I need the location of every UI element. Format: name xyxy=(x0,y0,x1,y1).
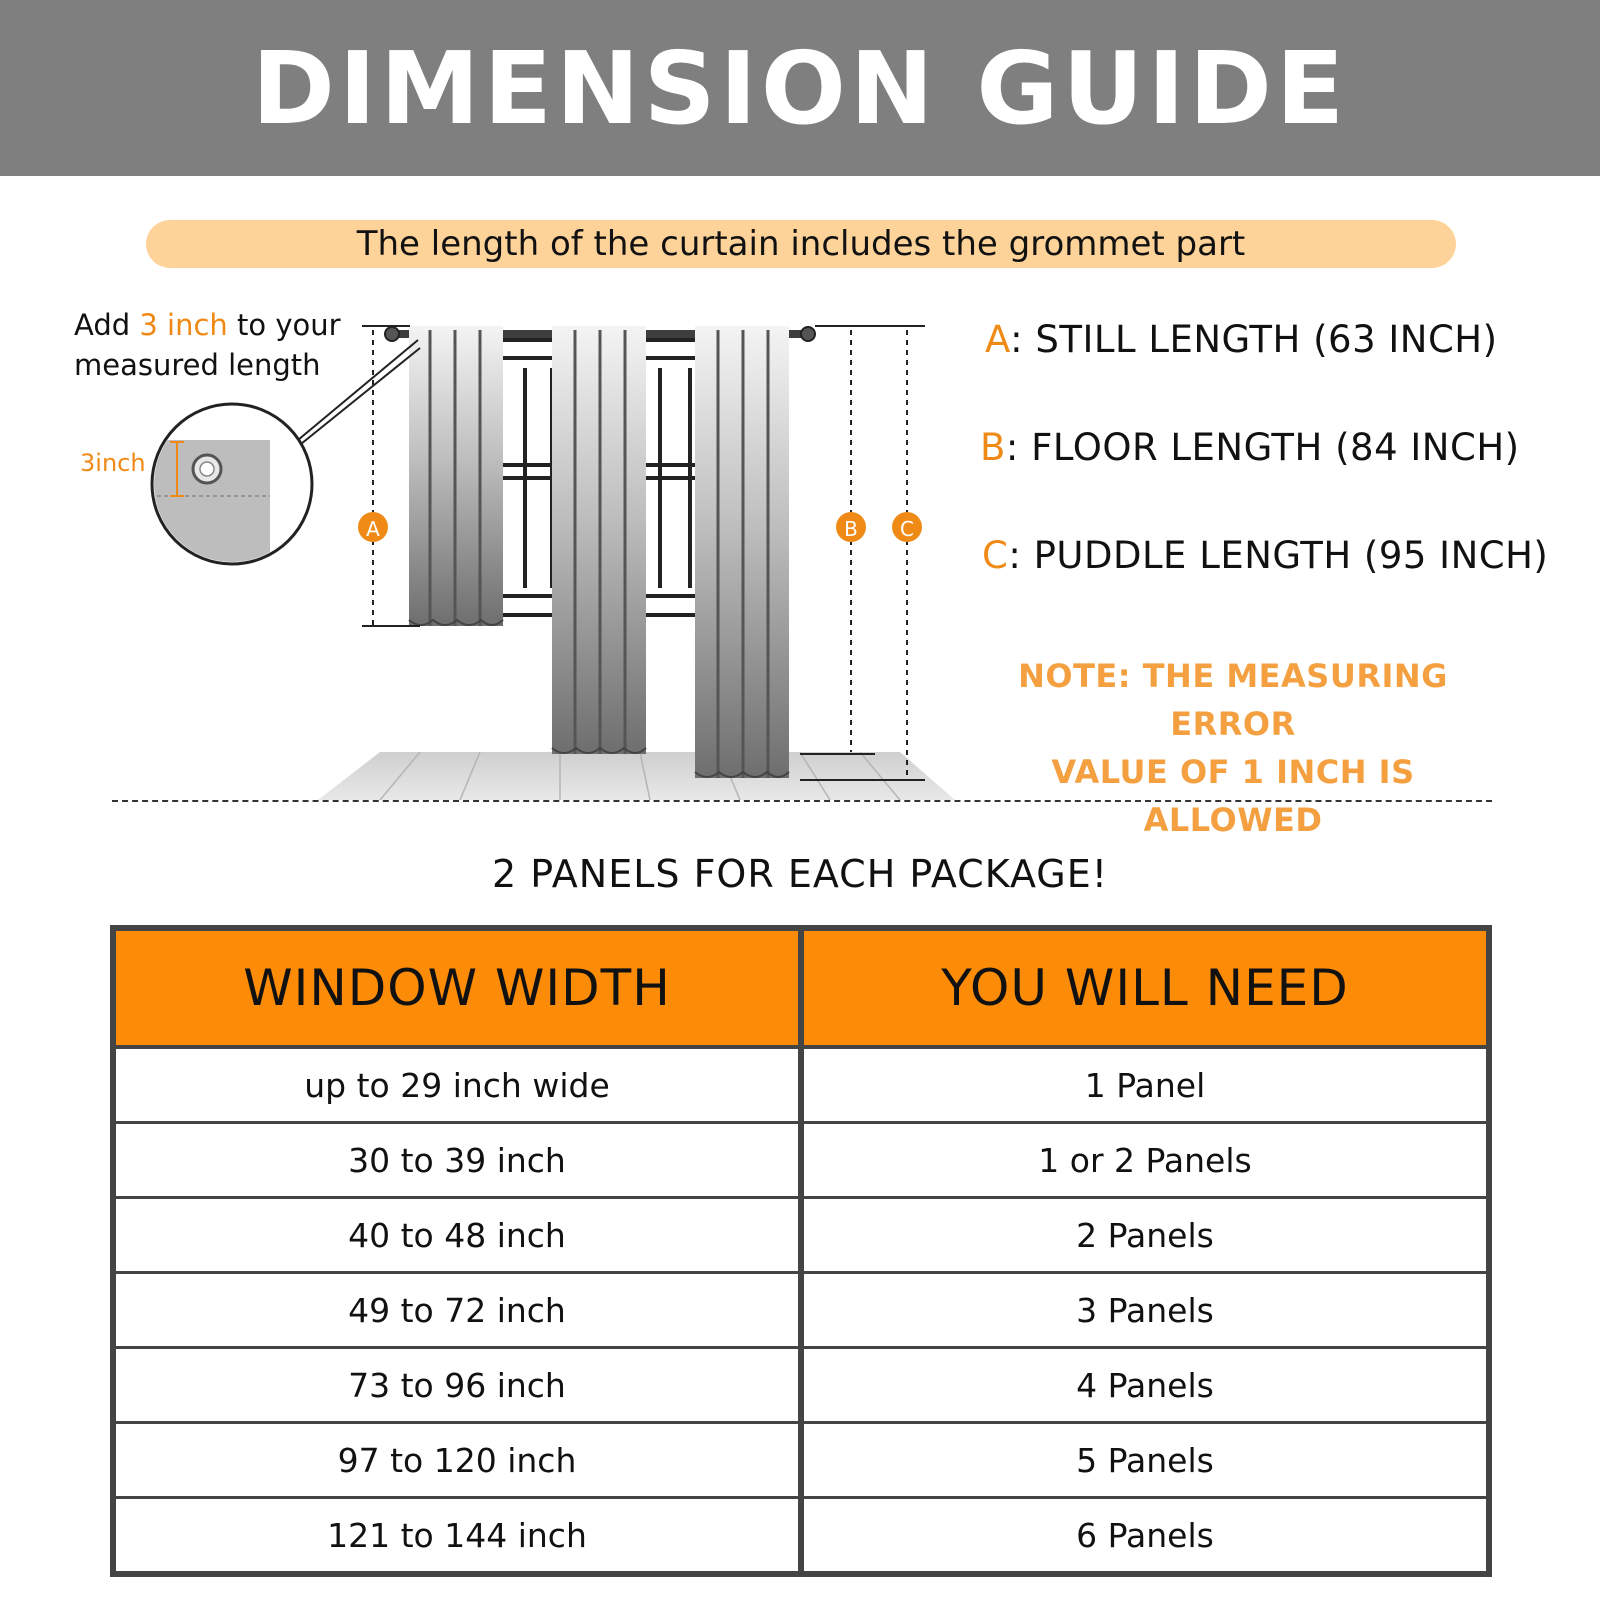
svg-text:C: C xyxy=(900,517,914,541)
curtain-panel-c xyxy=(695,326,789,778)
curtain-panel-b xyxy=(552,326,646,754)
marker-c xyxy=(892,512,922,542)
table-header-row xyxy=(113,928,1489,1047)
page-title: DIMENSION GUIDE xyxy=(251,29,1349,147)
grommet-banner: The length of the curtain includes the grommet part xyxy=(146,220,1456,268)
panels-needed-cell: 6 Panels xyxy=(1076,1515,1214,1555)
panels-needed-cell: 4 Panels xyxy=(801,1348,1489,1423)
spec-still-length xyxy=(985,318,1498,361)
svg-text:B: B xyxy=(844,517,858,541)
spec-floor-length xyxy=(980,426,1520,469)
table-row xyxy=(113,1348,1489,1423)
window-width-cell: 97 to 120 inch xyxy=(113,1423,801,1498)
section-divider xyxy=(112,800,1492,802)
spec-text-b: : FLOOR LENGTH (84 INCH) xyxy=(1005,426,1520,469)
window-width-cell: 73 to 96 inch xyxy=(113,1348,801,1423)
spec-text-a: : STILL LENGTH (63 INCH) xyxy=(1010,318,1498,361)
grommet-note xyxy=(74,305,354,385)
spec-key-a: A xyxy=(985,318,1011,361)
panels-needed-cell: 5 Panels xyxy=(801,1423,1489,1498)
panels-needed-cell: 1 Panel xyxy=(801,1047,1489,1123)
window-width-cell: 40 to 48 inch xyxy=(113,1198,801,1273)
table-row xyxy=(113,1498,1489,1575)
grommet-height-label: 3inch xyxy=(80,449,146,477)
panels-needed-cell: 2 Panels xyxy=(801,1198,1489,1273)
column-header-you-will-need: YOU WILL NEED xyxy=(801,928,1489,1047)
window-width-cell: 121 to 144 inch xyxy=(113,1498,801,1575)
panels-needed-cell: 1 or 2 Panels xyxy=(801,1123,1489,1198)
window-width-cell: 49 to 72 inch xyxy=(113,1273,801,1348)
panels-needed-cell: 3 Panels xyxy=(801,1273,1489,1348)
spec-key-b: B xyxy=(980,426,1006,469)
marker-b xyxy=(836,512,866,542)
window-width-cell: 30 to 39 inch xyxy=(113,1123,801,1198)
measuring-note xyxy=(972,652,1494,844)
measuring-note-line-2: VALUE OF 1 INCH IS ALLOWED xyxy=(1051,753,1415,839)
column-header-window-width: WINDOW WIDTH xyxy=(113,928,801,1047)
grommet-note-prefix: Add xyxy=(74,308,140,342)
grommet-note-suffix: to your measured length xyxy=(74,308,341,382)
table-row xyxy=(113,1273,1489,1348)
spec-text-c: : PUDDLE LENGTH (95 INCH) xyxy=(1008,534,1549,577)
table-row xyxy=(113,1123,1489,1198)
package-title: 2 PANELS FOR EACH PACKAGE! xyxy=(492,852,1108,896)
marker-a xyxy=(358,512,388,542)
svg-text:A: A xyxy=(366,517,380,541)
panel-size-table xyxy=(110,925,1492,1577)
table-row xyxy=(113,1198,1489,1273)
spec-puddle-length xyxy=(982,534,1548,577)
curtain-panel-a xyxy=(409,326,503,626)
table-row xyxy=(113,1423,1489,1498)
table-row xyxy=(113,1047,1489,1123)
grommet-note-highlight: 3 inch xyxy=(139,308,228,342)
spec-key-c: C xyxy=(982,534,1009,577)
measuring-note-line-1: NOTE: THE MEASURING ERROR xyxy=(1018,657,1448,743)
header-bar xyxy=(0,0,1600,176)
window-width-cell: up to 29 inch wide xyxy=(113,1047,801,1123)
